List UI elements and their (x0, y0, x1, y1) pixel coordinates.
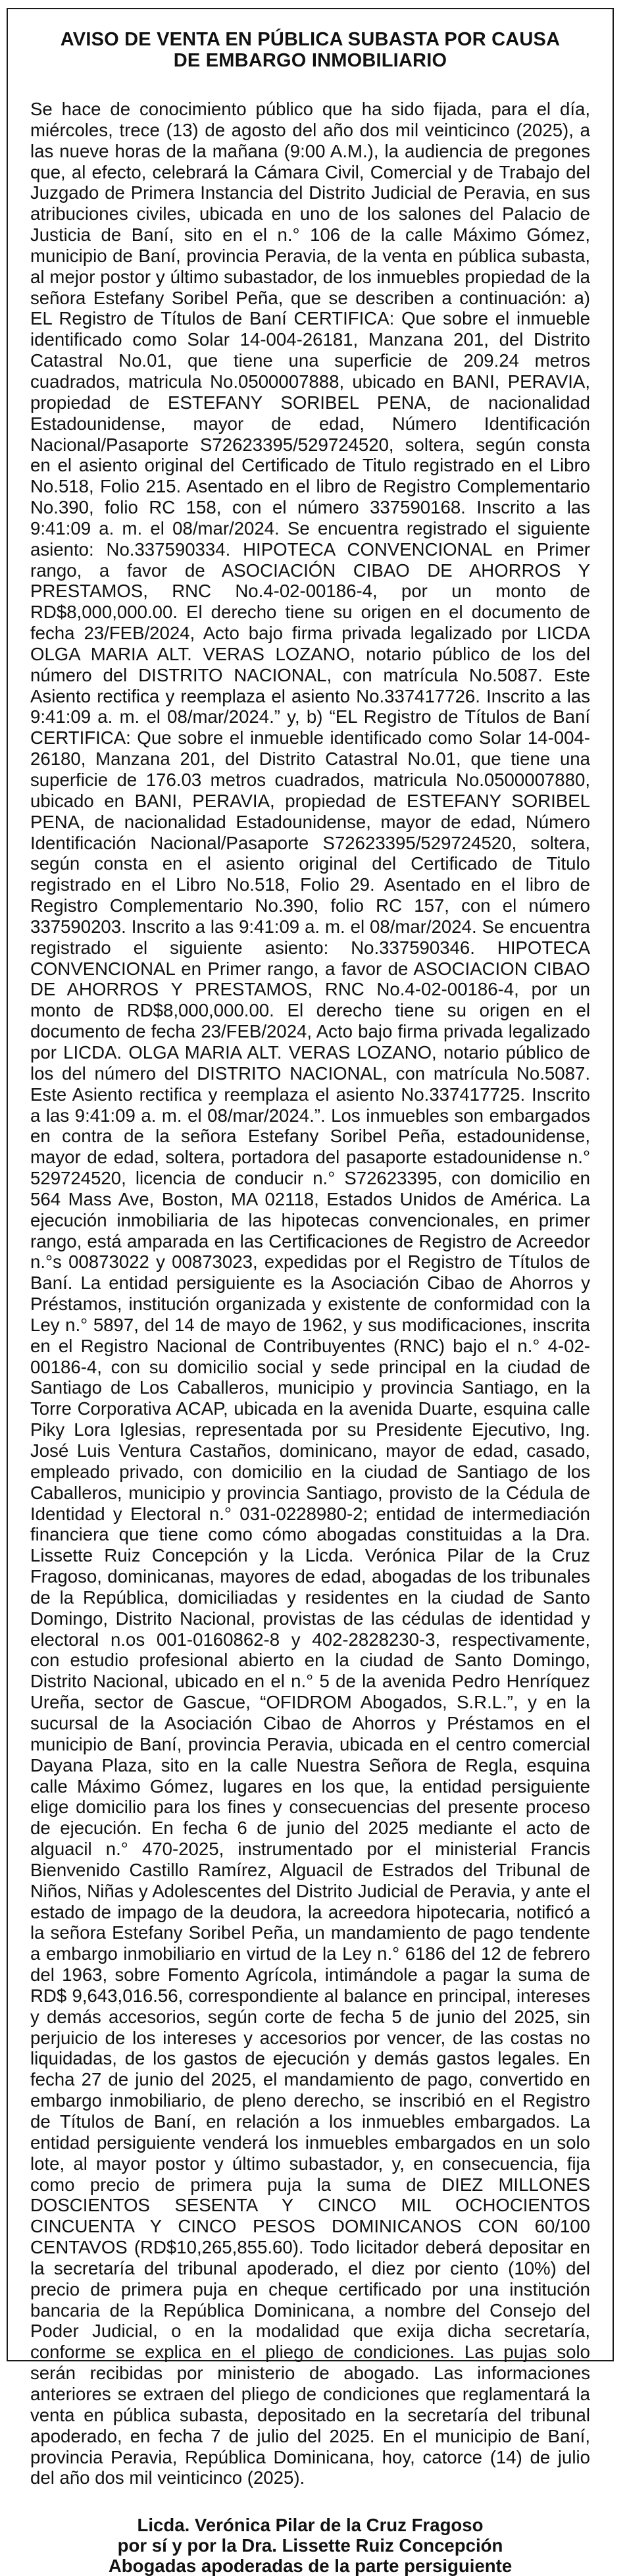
signature-line-2: por sí y por la Dra. Lissette Ruiz Concepción (117, 2535, 503, 2556)
notice-title-line-1: AVISO DE VENTA EN PÚBLICA SUBASTA POR CAUSA (60, 29, 561, 50)
notice-title (30, 29, 590, 71)
signature-line-3: Abogadas apoderadas de la parte persiguiente (108, 2556, 513, 2576)
notice-title-line-2: DE EMBARGO INMOBILIARIO (173, 50, 447, 71)
signature-block (30, 2515, 590, 2576)
signature-line-1: Licda. Verónica Pilar de la Cruz Fragoso (137, 2515, 484, 2536)
notice-body: Se hace de conocimiento público que ha sido fijada, para el día, miércoles, trece (13) de agosto del año dos mil veinticinco (2025), a las nueve horas de la mañana (9:00 A.M.), la audiencia de pregones que, al efecto, celebrará la Cámara Civil, Comercial y de Trabajo del Juzgado de Primera Instancia del Distrito Judicial de Peravia, en sus atribuciones civiles, ubicada en uno de los salones del Palacio de Justicia de Baní, sito en el n.° 106 de la calle Máximo Gómez, municipio de Baní, provincia Peravia, de la venta en pública subasta, al mejor postor y último subastador, de los inmuebles propiedad de la señora Estefany Soribel Peña, que se describen a continuación: a) EL Registro de Títulos de Baní CERTIFICA: Que sobre el inmueble identificado como Solar 14-004-26181, Manzana 201, del Distrito Catastral No.01, que tiene una superficie de 209.24 metros cuadrados, matricula No.0500007888, ubicado en BANI, PERAVIA, propiedad de ESTEFANY SORIBEL PENA, de nacionalidad Estadounidense, mayor de edad, Número Identificación Nacional/Pasaporte S72623395/529724520, soltera, según consta en el asiento original del Certificado de Titulo registrado en el Libro No.518, Folio 215. Asentado en el libro de Registro Complementario No.390, folio RC 158, con el número 337590168. Inscrito a las 9:41:09 a. m. el 08/mar/2024. Se encuentra registrado el siguiente asiento: No.337590334. HIPOTECA CONVENCIONAL en Primer rango, a favor de ASOCIACIÓN CIBAO DE AHORROS Y PRESTAMOS, RNC No.4-02-00186-4, por un monto de RD$8,000,000.00. El derecho tiene su origen en el documento de fecha 23/FEB/2024, Acto bajo firma privada legalizado por LICDA OLGA MARIA ALT. VERAS LOZANO, notario público de los del número del DISTRITO NACIONAL, con matrícula No.5087. Este Asiento rectifica y reemplaza el asiento No.337417726. Inscrito a las 9:41:09 a. m. el 08/mar/2024.” y, b) “EL Registro de Títulos de Baní CERTIFICA: Que sobre el inmueble identificado como Solar 14-004-26180, Manzana 201, del Distrito Catastral No.01, que tiene una superficie de 176.03 metros cuadrados, matricula No.0500007880, ubicado en BANI, PERAVIA, propiedad de ESTEFANY SORIBEL PENA, de nacionalidad Estadounidense, mayor de edad, Número Identificación Nacional/Pasaporte S72623395/529724520, soltera, según consta en el asiento original del Certificado de Titulo registrado en el Libro No.518, Folio 29. Asentado en el libro de Registro Complementario No.390, folio RC 157, con el número 337590203. Inscrito a las 9:41:09 a. m. el 08/mar/2024. Se encuentra registrado el siguiente asiento: No.337590346. HIPOTECA CONVENCIONAL en Primer rango, a favor de ASOCIACION CIBAO DE AHORROS Y PRESTAMOS, RNC No.4-02-00186-4, por un monto de RD$8,000,000.00. El derecho tiene su origen en el documento de fecha 23/FEB/2024, Acto bajo firma privada legalizado por LICDA. OLGA MARIA ALT. VERAS LOZANO, notario público de los del número del DISTRITO NACIONAL, con matrícula No.5087. Este Asiento rectifica y reemplaza el asiento No.337417725. Inscrito a las 9:41:09 a. m. el 08/mar/2024.”. Los inmuebles son embargados en contra de la señora Estefany Soribel Peña, estadounidense, mayor de edad, soltera, portadora del pasaporte estadounidense n.° 529724520, licencia de conducir n.° S72623395, con domicilio en 564 Mass Ave, Boston, MA 02118, Estados Unidos de América. La ejecución inmobiliaria de las hipotecas convencionales, en primer rango, está amparada en las Certificaciones de Registro de Acreedor n.°s 00873022 y 00873023, expedidas por el Registro de Títulos de Baní. La entidad persiguiente es la Asociación Cibao de Ahorros y Préstamos, institución organizada y existente de conformidad con la Ley n.° 5897, del 14 de mayo de 1962, y sus modificaciones, inscrita en el Registro Nacional de Contribuyentes (RNC) bajo el n.° 4-02-00186-4, con su domicilio social y sede principal en la ciudad de Santiago de Los Caballeros, municipio y provincia Santiago, en la Torre Corporativa ACAP, ubicada en la avenida Duarte, esquina calle Piky Lora Iglesias, representada por su Presidente Ejecutivo, Ing. José Luis Ventura Castaños, dominicano, mayor de edad, casado, empleado privado, con domicilio en la ciudad de Santiago de los Caballeros, municipio y provincia Santiago, provisto de la Cédula de Identidad y Electoral n.° 031-0228980-2; entidad de intermediación financiera que tiene como cómo abogadas constituidas a la Dra. Lissette Ruiz Concepción y la Licda. Verónica Pilar de la Cruz Fragoso, dominicanas, mayores de edad, abogadas de los tribunales de la República, domiciliadas y residentes en la ciudad de Santo Domingo, Distrito Nacional, provistas de las cédulas de identidad y electoral n.os 001-0160862-8 y 402-2828230-3, respectivamente, con estudio profesional abierto en la ciudad de Santo Domingo, Distrito Nacional, ubicado en el n.° 5 de la avenida Pedro Henríquez Ureña, sector de Gascue, “OFIDROM Abogados, S.R.L.”, y en la sucursal de la Asociación Cibao de Ahorros y Préstamos en el municipio de Baní, provincia Peravia, ubicada en el centro comercial Dayana Plaza, sito en la calle Nuestra Señora de Regla, esquina calle Máximo Gómez, lugares en los que, la entidad persiguiente elige domicilio para los fines y consecuencias del presente proceso de ejecución. En fecha 6 de junio del 2025 mediante el acto de alguacil n.° 470-2025, instrumentado por el ministerial Francis Bienvenido Castillo Ramírez, Alguacil de Estrados del Tribunal de Niños, Niñas y Adolescentes del Distrito Judicial de Peravia, y ante el estado de impago de la deudora, la acreedora hipotecaria, notificó a la señora Estefany Soribel Peña, un mandamiento de pago tendente a embargo inmobiliario en virtud de la Ley n.° 6186 del 12 de febrero del 1963, sobre Fomento Agrícola, intimándole a pagar la suma de RD$ 9,643,016.56, correspondiente al balance en principal, intereses y demás accesorios, según corte de fecha 5 de junio del 2025, sin perjuicio de los intereses y accesorios por vencer, de las costas no liquidadas, de los gastos de ejecución y demás gastos legales. En fecha 27 de junio del 2025, el mandamiento de pago, convertido en embargo inmobiliario, de pleno derecho, se inscribió en el Registro de Títulos de Baní, en relación a los inmuebles embargados. La entidad persiguiente venderá los inmuebles embargados en un solo lote, al mayor postor y último subastador, y, en consecuencia, fija como precio de primera puja la suma de DIEZ MILLONES DOSCIENTOS SESENTA Y CINCO MIL OCHOCIENTOS CINCUENTA Y CINCO PESOS DOMINICANOS CON 60/100 CENTAVOS (RD$10,265,855.60). Todo licitador deberá depositar en la secretaría del tribunal apoderado, el diez por ciento (10%) del precio de primera puja en cheque certificado por una institución bancaria de la República Dominicana, a nombre del Consejo del Poder Judicial, o en la modalidad que exija dicha secretaría, conforme se explica en el pliego de condiciones. Las pujas solo serán recibidas por ministerio de abogado. Las informaciones anteriores se extraen del pliego de condiciones que reglamentará la venta en pública subasta, depositado en la secretaría del tribunal apoderado, en fecha 7 de julio del 2025. En el municipio de Baní, provincia Peravia, República Dominicana, hoy, catorce (14) de julio del año dos mil veinticinco (2025). (30, 99, 590, 2488)
legal-notice (7, 8, 614, 2576)
